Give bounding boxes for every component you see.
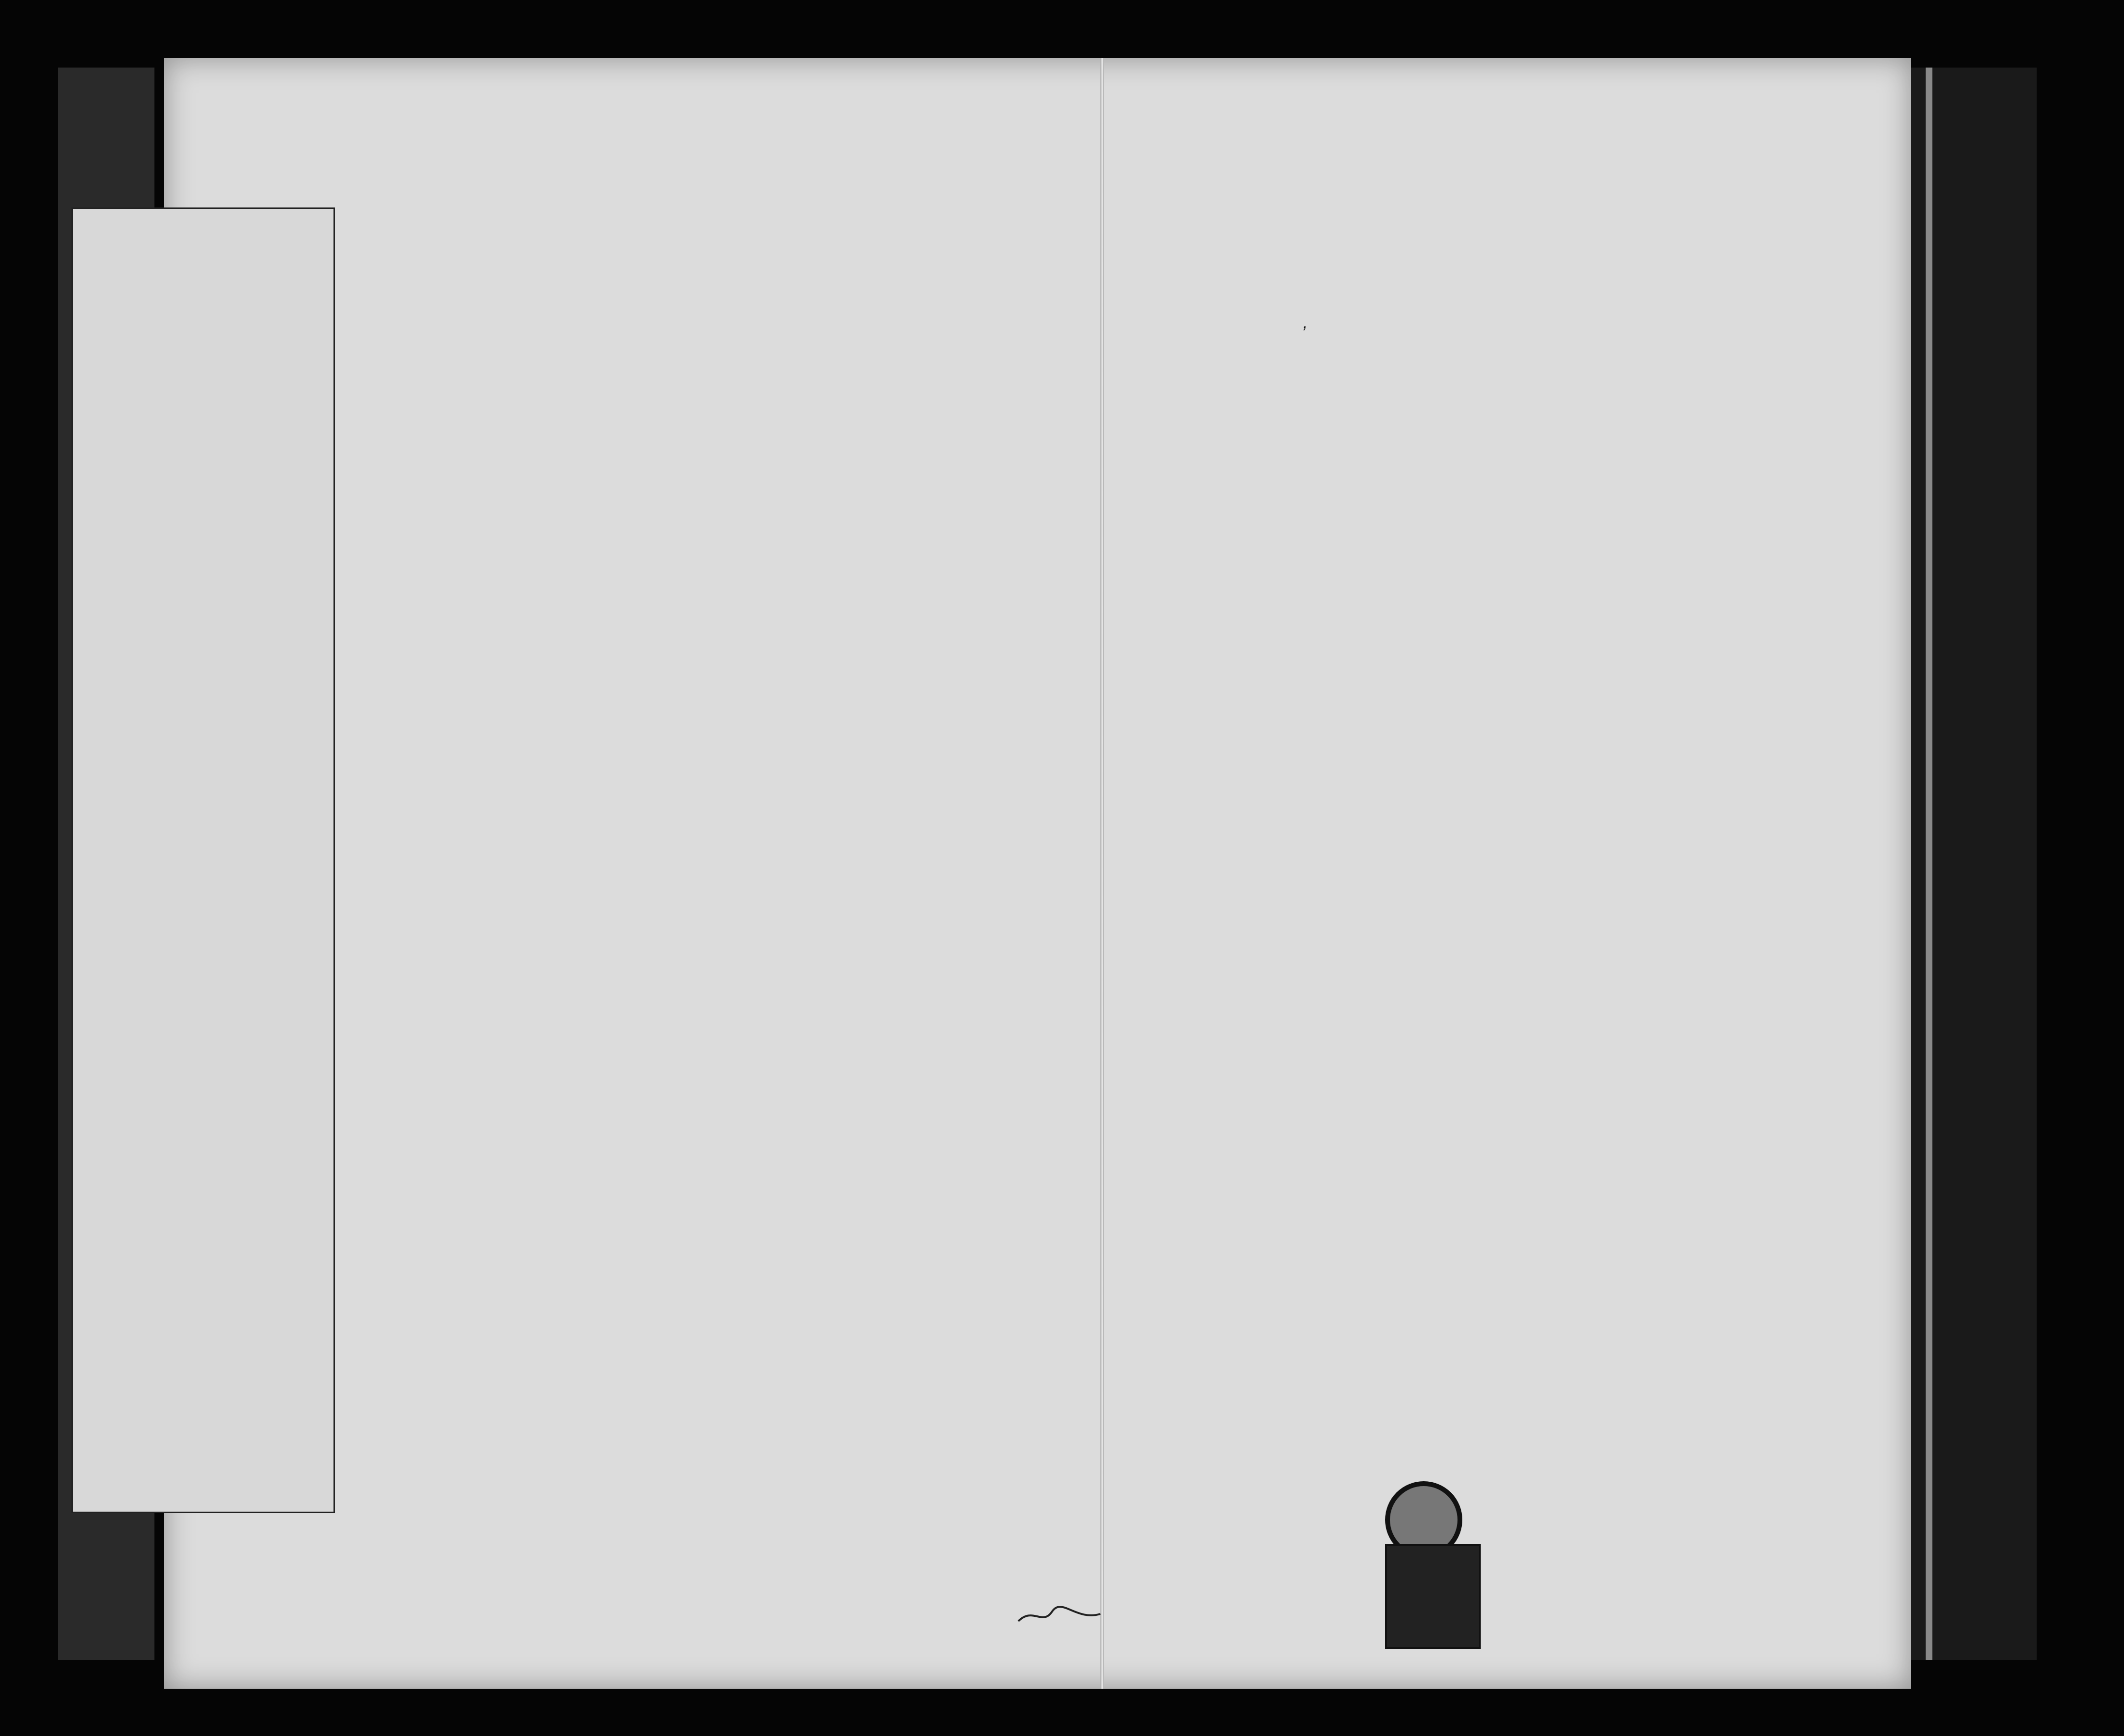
background-right-strip [1911, 68, 2037, 1660]
discharged-seamen-slip [71, 207, 335, 1513]
fee-stamp [1385, 1544, 1481, 1649]
arrival-year: , [1303, 314, 1308, 332]
inspector-signature [1013, 1602, 1110, 1631]
